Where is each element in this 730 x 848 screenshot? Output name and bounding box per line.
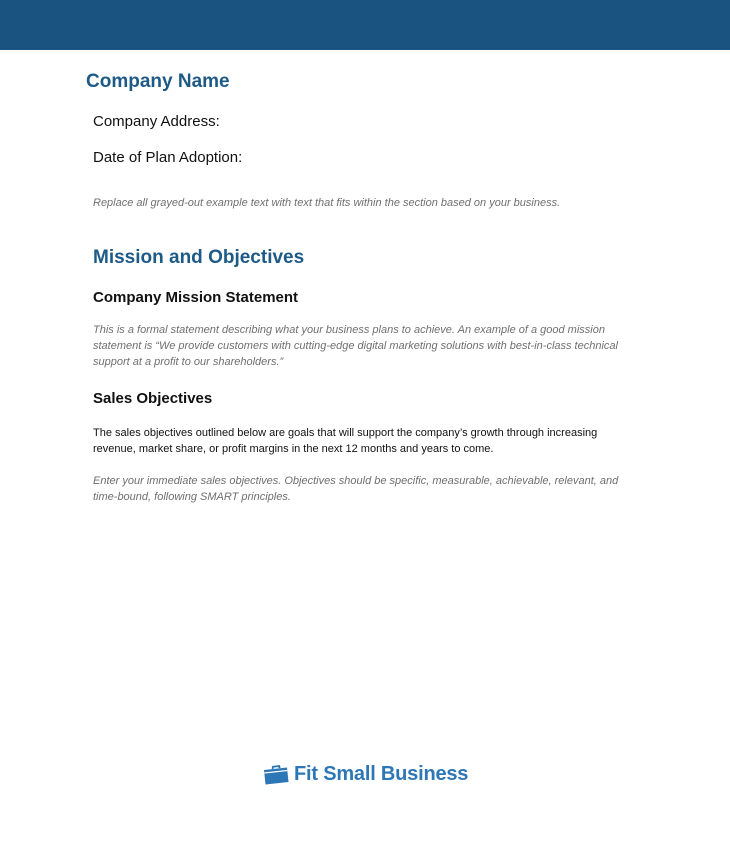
sales-objectives-instruction: Enter your immediate sales objectives. Objectives should be specific, measurable, achievable, relevant, and time-bound, following SMART principles. [93, 475, 619, 503]
company-name: Company Name [86, 71, 230, 92]
company-address-label: Company Address: [93, 113, 220, 130]
briefcase-icon [262, 762, 290, 786]
mission-heading: Mission and Objectives [93, 247, 305, 268]
mission-statement-example: This is a formal statement describing what your business plans to achieve. An example of a good mission statement is “We provide customers with cutting-edge digital marketing solutions with best-in-class technical support at a profit to our shareholders.” [93, 324, 618, 368]
header-band [0, 0, 730, 50]
plan-adoption-label: Date of Plan Adoption: [93, 149, 243, 166]
sales-objectives-body: The sales objectives outlined below are goals that will support the company’s growth through increasing revenue, market share, or profit margins in the next 12 months and years to come. [93, 427, 598, 455]
sales-objectives-heading: Sales Objectives [93, 390, 213, 407]
instruction-note: Replace all grayed-out example text with text that fits within the section based on your business. [93, 197, 561, 209]
fit-small-business-logo [262, 762, 468, 786]
logo-text: Fit Small Business [294, 762, 469, 785]
mission-statement-heading: Company Mission Statement [93, 289, 299, 306]
